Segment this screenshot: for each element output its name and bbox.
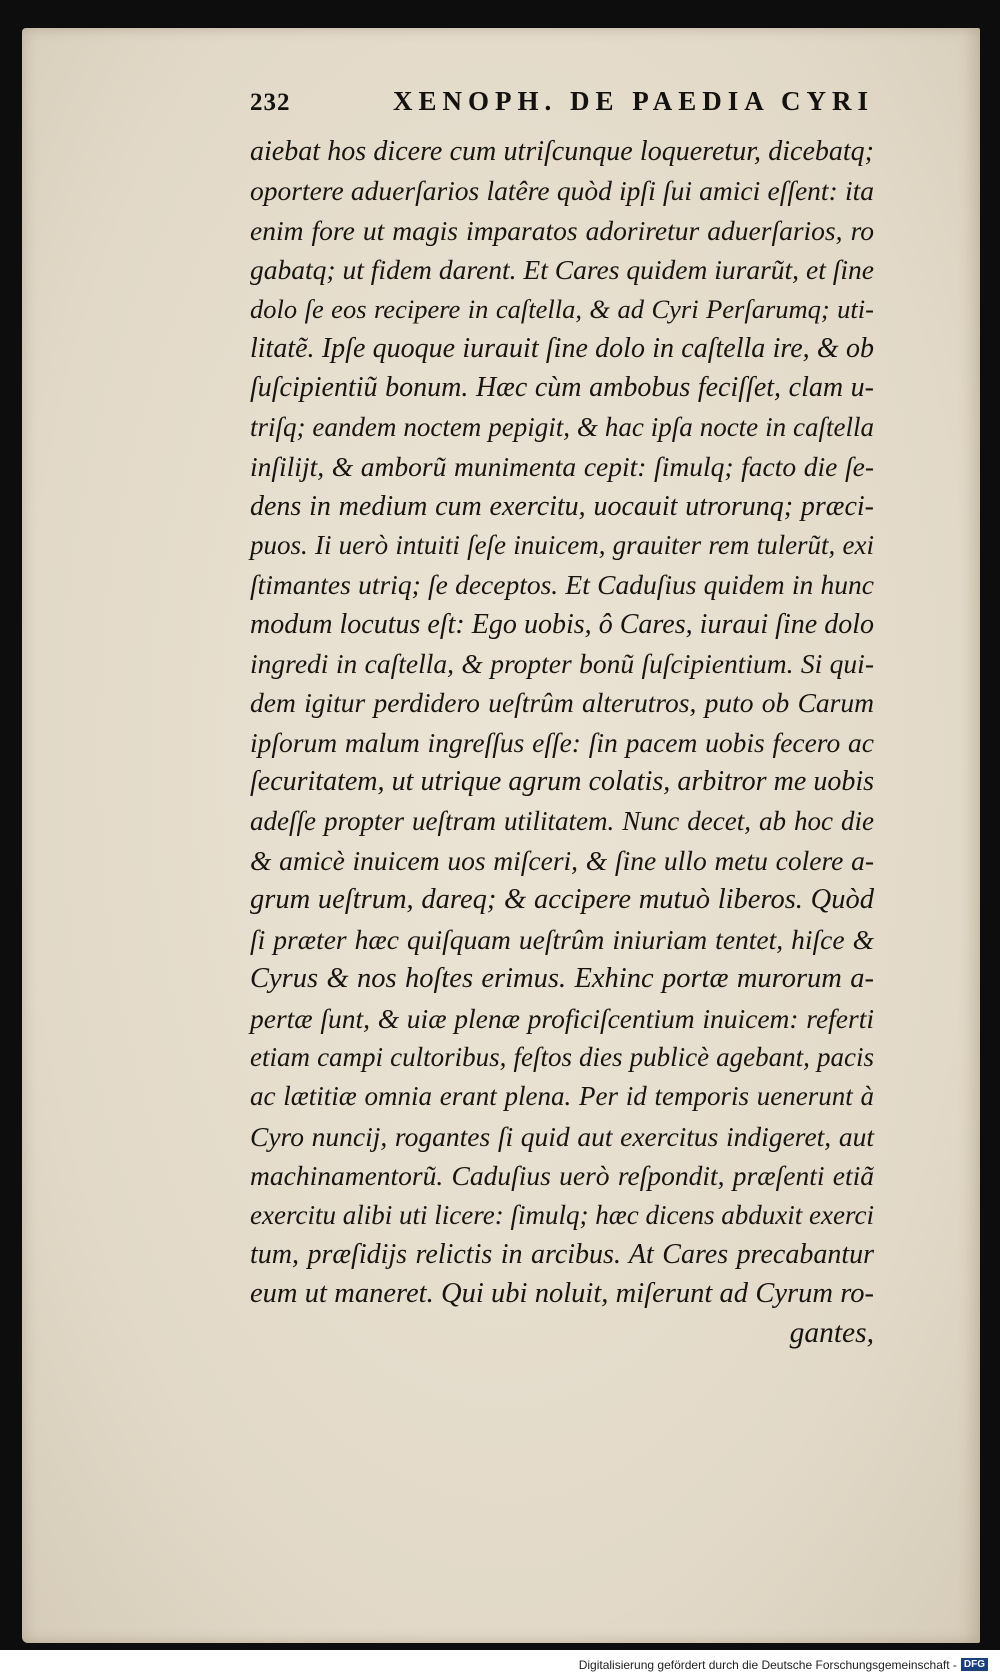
text-line: ſi præter hæc quiſquam ueſtrûm iniuriam tentet, hiſce & [250, 923, 874, 955]
text-line: triſq; eandem noctem pepigit, & hac ipſa nocte in caſtella [250, 411, 874, 442]
text-line: machinamentorũ. Caduſius uerò reſpondit, præſenti etiã [250, 1160, 874, 1192]
text-line: ingredi in caſtella, & propter bonũ ſuſcipientium. Si qui- [250, 648, 874, 680]
text-line: adeſſe propter ueſtram utilitatem. Nunc decet, ab hoc die [250, 805, 874, 836]
text-line: dem igitur perdidero ueſtrûm alterutros, puto ob Carum [250, 687, 874, 719]
text-line: & amicè inuicem uos miſceri, & ſine ullo metu colere a- [250, 845, 874, 877]
text-line: ipſorum malum ingreſſus eſſe: ſin pacem uobis fecero ac [250, 726, 874, 758]
text-line: modum locutus eſt: Ego uobis, ô Cares, iuraui ſine dolo [250, 608, 874, 640]
page-number: 232 [250, 89, 291, 116]
digitization-footer [0, 1652, 1000, 1677]
text-line: Cyro nuncij, rogantes ſi quid aut exercitus indigeret, aut [250, 1120, 874, 1152]
catchword: gantes, [789, 1316, 874, 1349]
text-line: dens in medium cum exercitu, uocauit utrorunq; præci- [250, 490, 874, 522]
text-line: exercitu alibi uti licere: ſimulq; hæc dicens abduxit exerci [250, 1199, 874, 1230]
text-line: tum, præſidijs relictis in arcibus. At Cares precabantur [250, 1238, 874, 1270]
text-line: Cyrus & nos hoſtes erimus. Exhinc portæ murorum a- [250, 963, 874, 995]
body-text [250, 132, 874, 1353]
text-line: ſuſcipientiũ bonum. Hæc cùm ambobus feciſſet, clam u- [250, 372, 874, 404]
text-line: ſtimantes utriq; ſe deceptos. Et Caduſius quidem in hunc [250, 569, 874, 601]
text-line: dolo ſe eos recipere in caſtella, & ad Cyri Perſarumq; uti- [250, 293, 874, 324]
text-line: gabatq; ut fidem darent. Et Cares quidem iurarũt, et ſine [250, 254, 874, 286]
text-line: puos. Ii uerò intuiti ſeſe inuicem, grauiter rem tulerũt, exi [250, 529, 874, 560]
text-line: etiam campi cultoribus, feſtos dies publicè agebant, pacis [250, 1041, 874, 1072]
dfg-logo: DFG [961, 1658, 988, 1671]
text-line: eum ut maneret. Qui ubi noluit, miſerunt ad Cyrum ro- [250, 1278, 874, 1310]
text-line: ſecuritatem, ut utrique agrum colatis, arbitror me uobis [250, 766, 874, 798]
text-line: enim fore ut magis imparatos adoriretur aduerſarios, ro [250, 214, 874, 246]
running-title: XENOPH. DE PAEDIA CYRI [392, 86, 874, 116]
text-line: litatẽ. Ipſe quoque iurauit ſine dolo in caſtella ire, & ob [250, 332, 874, 364]
text-line: grum ueſtrum, dareq; & accipere mutuò liberos. Quòd [250, 884, 874, 916]
text-line: oportere aduerſarios latêre quòd ipſi ſui amici eſſent: ita [250, 175, 874, 207]
running-head [250, 86, 874, 126]
footer-credit: Digitalisierung gefördert durch die Deutsche Forschungsgemeinschaft - [578, 1657, 957, 1672]
text-line: aiebat hos dicere cum utriſcunque loqueretur, dicebatq; [250, 136, 874, 167]
text-line: pertæ ſunt, & uiæ plenæ proficiſcentium inuicem: referti [250, 1002, 874, 1034]
text-line: inſilijt, & amborũ munimenta cepit: ſimulq; facto die ſe- [250, 451, 874, 483]
text-line: ac lætitiæ omnia erant plena. Per id temporis uenerunt à [250, 1081, 874, 1112]
